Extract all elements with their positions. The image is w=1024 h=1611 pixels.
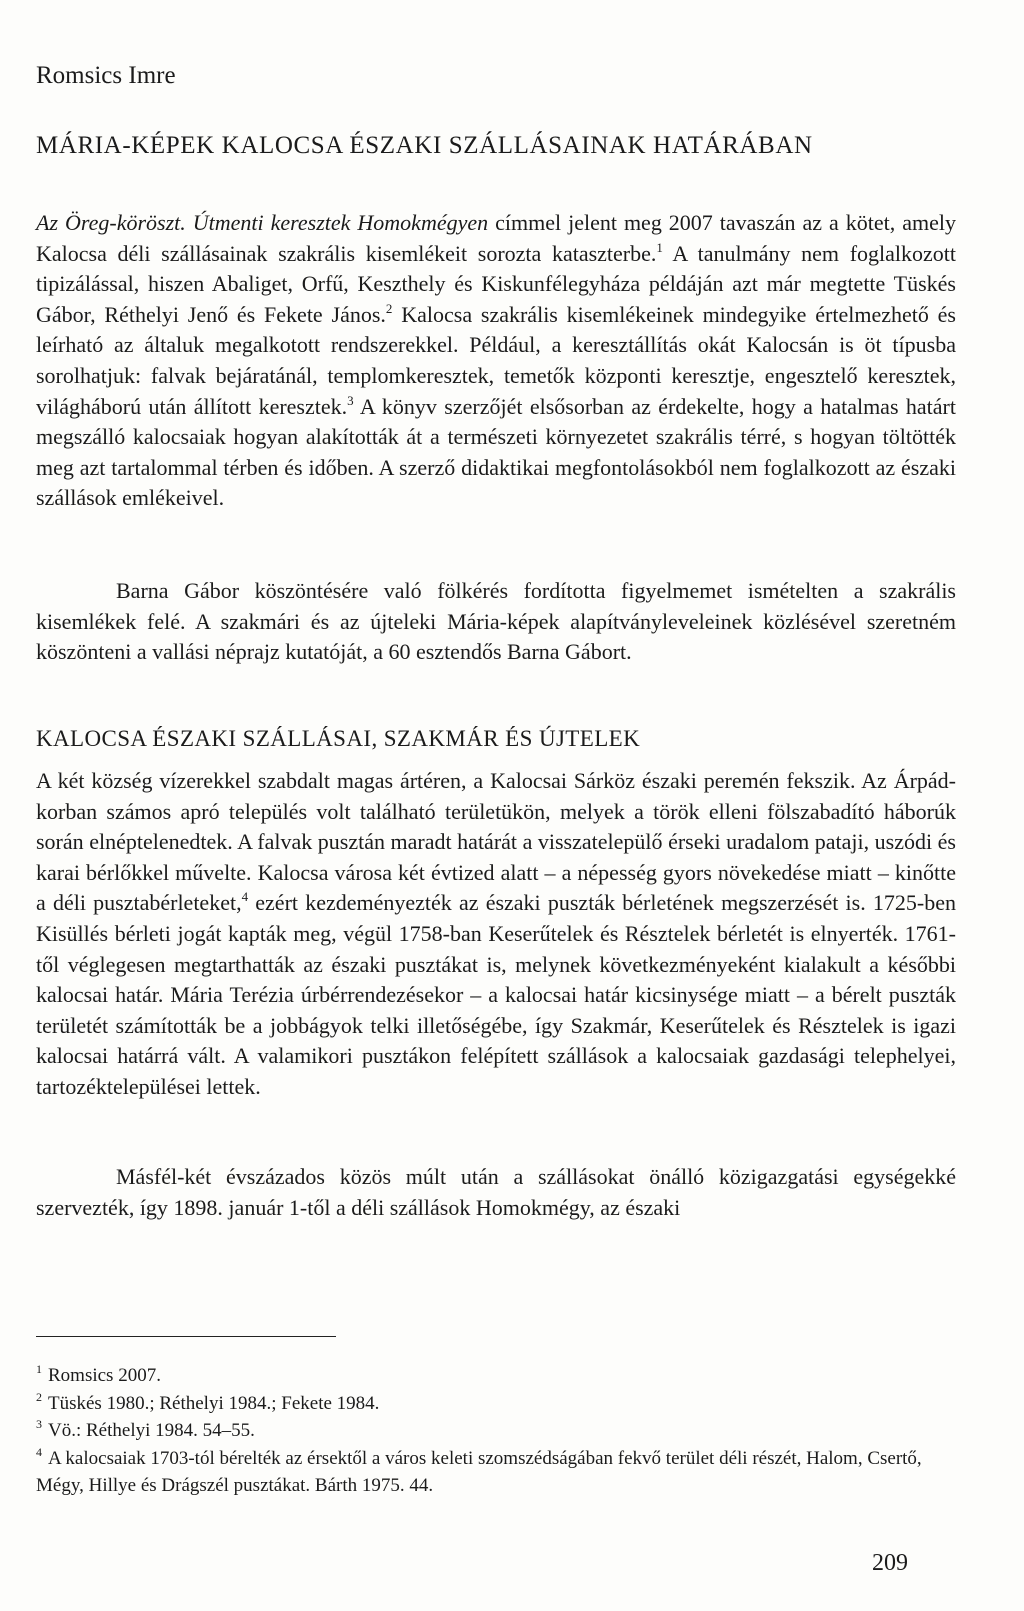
intro-text-b: A tanulmány nem foglalkozott tipizálással, hiszen Abaliget, Orfű, Keszthely és Kiskunfélegyháza példáján azt már megtette Tüskés Gábor, Réthelyi Jenő és Fekete János. bbox=[36, 240, 956, 327]
article-title: MÁRIA-KÉPEK KALOCSA ÉSZAKI SZÁLLÁSAINAK HATÁRÁBAN bbox=[36, 132, 813, 159]
page-number: 209 bbox=[872, 1550, 908, 1576]
footnote-number: 1 bbox=[36, 1362, 42, 1376]
footnote-ref-3[interactable]: 3 bbox=[347, 392, 354, 408]
footnote-ref-4[interactable]: 4 bbox=[241, 889, 249, 905]
footnote-4 bbox=[36, 1445, 956, 1500]
intro-paragraph bbox=[36, 208, 956, 514]
footnote-separator bbox=[36, 1336, 336, 1337]
footnote-1 bbox=[36, 1362, 956, 1390]
footnote-3 bbox=[36, 1417, 956, 1445]
section-heading: KALOCSA ÉSZAKI SZÁLLÁSAI, SZAKMÁR ÉS ÚJTELEK bbox=[36, 726, 641, 751]
section-text-a: A két község vízerekkel szabdalt magas ártéren, a Kalocsai Sárköz északi peremén fekszik. Az Árpád-korban számos apró település volt található területükön, melyek a török elleni fölszabadító háborúk során elnéptelenedtek. A falvak pusztán maradt határát a visszatelepülő érseki uradalom pataji, uszódi és karai bérlőkkel művelte. Kalocsa városa két évtized alatt – a népesség gyors növekedése miatt – kinőtte a déli pusztabérleteket, bbox=[36, 768, 956, 916]
greeting-paragraph: Barna Gábor köszöntésére való fölkérés fordította figyelmemet ismételten a szakrális kisemlékek felé. A szakmári és az újteleki Mária-képek alapítványleveleinek közlésével szeretném köszönteni a vallási néprajz kutatóját, a 60 esztendős Barna Gábort. bbox=[36, 578, 956, 665]
author-name: Romsics Imre bbox=[36, 62, 176, 89]
intro-text-d: A könyv szerzőjét elsősorban az érdekelte, hogy a hatalmas határt megszálló kalocsaiak hogyan alakították át a természeti környezetet szakrális térré, s hogyan töltötték meg azt tartalommal térben és időben. A szerző didaktikai megfontolásokból nem foglalkozott az északi szállások emlékeivel. bbox=[36, 393, 956, 511]
footnote-text: Vö.: Réthelyi 1984. 54–55. bbox=[48, 1420, 255, 1441]
footnote-number: 4 bbox=[36, 1444, 42, 1459]
footnote-ref-2[interactable]: 2 bbox=[385, 300, 393, 316]
footnotes bbox=[36, 1362, 956, 1500]
footnote-2 bbox=[36, 1390, 956, 1418]
continuation-paragraph: Másfél-két évszázados közös múlt után a szállásokat önálló közigazgatási egységekké szervezték, így 1898. január 1-től a déli szállások Homokmégy, az északi bbox=[36, 1164, 956, 1220]
section-text-b: ezért kezdeményezték az északi puszták bérletének megszerzését is. 1725-ben Kisüllés bérleti jogát kapták meg, végül 1758-ban Keserűtelek és Résztelek bérletét is elnyerték. 1761-től véglegesen megtarthatták az északi pusztákat is, melynek következményeként kialakult a későbbi kalocsai határ. Mária Terézia úrbérrendezésekor – a kalocsai határ kicsinysége miatt – a bérelt puszták területét számították be a jobbágyok telki illetőségébe, így Szakmár, Keserűtelek és Résztelek is igazi kalocsai határrá vált. A valamikori pusztákon felépített szállások a kalocsaiak gazdasági telephelyei, tartozéktelepülései lettek. bbox=[36, 890, 956, 1099]
footnote-number: 2 bbox=[36, 1389, 42, 1404]
footnote-text: A kalocsaiak 1703-tól bérelték az érsektől a város keleti szomszédságában fekvő terület déli részét, Halom, Csertő, Mégy, Hillye és Drágszél pusztákat. Bárth 1975. 44. bbox=[36, 1447, 922, 1496]
footnote-ref-1[interactable]: 1 bbox=[656, 239, 663, 255]
footnote-number: 3 bbox=[36, 1417, 42, 1431]
intro-text-c: Kalocsa szakrális kisemlékeinek mindegyike értelmezhető és leírható az általuk megalkotott rendszerekkel. Például, a keresztállítás okát Kalocsán is öt típusba sorolhatjuk: falvak bejáratánál, templomkeresztek, temetők központi keresztje, engesztelő keresztek, világháború után állított keresztek. bbox=[36, 301, 956, 419]
footnote-text: Romsics 2007. bbox=[48, 1365, 161, 1386]
intro-text-a: címmel jelent meg 2007 tavaszán az a kötet, amely Kalocsa déli szállásainak szakrális kisemlékeit sorozta kataszterbe. bbox=[36, 210, 957, 266]
section-paragraph bbox=[36, 766, 956, 1103]
cited-book-title: Az Öreg-köröszt. Útmenti keresztek Homokmégyen bbox=[36, 210, 489, 235]
footnote-text: Tüskés 1980.; Réthelyi 1984.; Fekete 1984. bbox=[48, 1392, 380, 1414]
